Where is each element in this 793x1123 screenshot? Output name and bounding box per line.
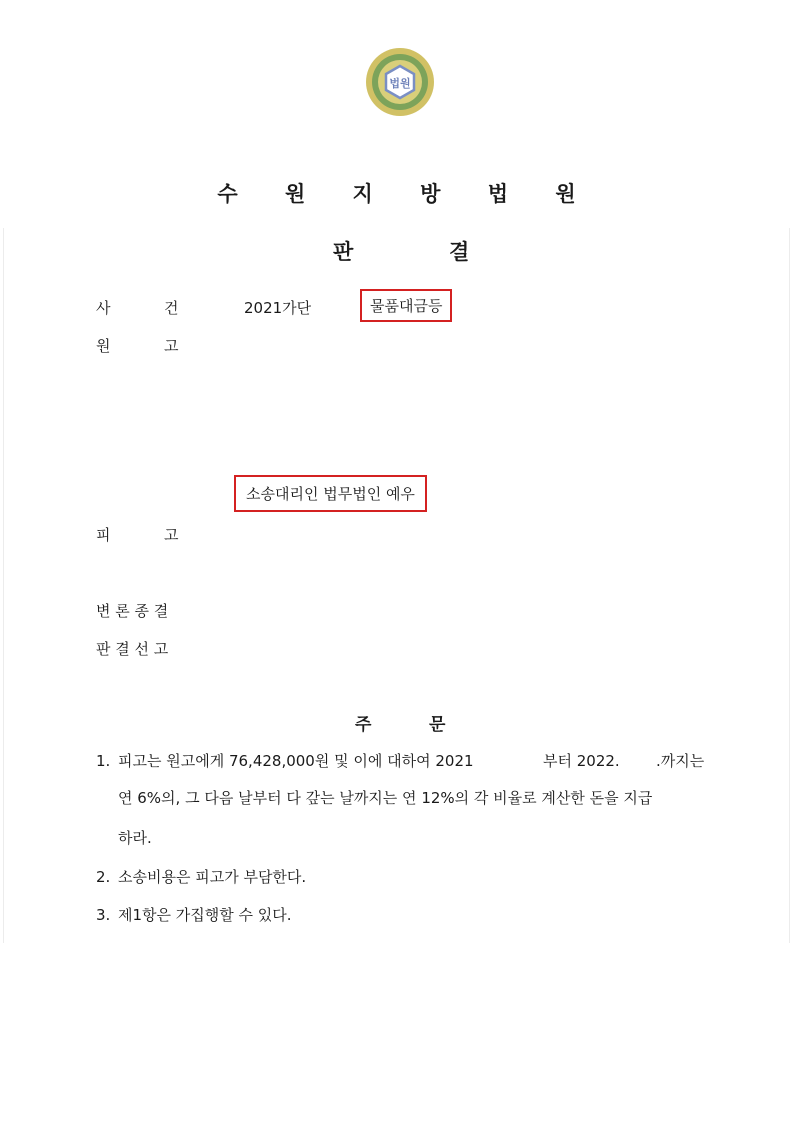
- order-item-3-number: 3.: [96, 906, 111, 924]
- counsel-highlight: 소송대리인 법무법인 예우: [234, 475, 427, 512]
- order-item-2-number: 2.: [96, 868, 111, 886]
- title-gyeol: 결: [449, 240, 470, 264]
- order-item-1-line-2: 연 6%의, 그 다음 날부터 다 갚는 날까지는 연 12%의 각 비율로 계산한 돈을 지급: [118, 789, 653, 807]
- defendant-label-a: 피: [96, 526, 111, 544]
- title-pan: 판: [333, 240, 354, 264]
- order-item-1-line-1a: 피고는 원고에게 76,428,000원 및 이에 대하여 2021: [118, 752, 474, 770]
- order-item-1-line-1b: 부터 2022.: [543, 752, 620, 770]
- order-heading-ju: 주: [355, 715, 372, 735]
- judgment-label: 판 결 선 고: [96, 640, 169, 658]
- order-heading-mun: 문: [429, 715, 446, 735]
- case-label-b: 건: [164, 299, 179, 317]
- emblem-text: 법원: [389, 77, 411, 90]
- order-item-1-number: 1.: [96, 752, 111, 770]
- order-item-1-line-1c: .까지는: [656, 752, 705, 770]
- plaintiff-label-a: 원: [96, 337, 111, 355]
- court-name: 수 원 지 방 법 원: [217, 182, 596, 206]
- case-label-a: 사: [96, 299, 111, 317]
- closing-label: 변 론 종 결: [96, 602, 169, 620]
- case-number: 2021가단: [244, 299, 312, 317]
- court-emblem-icon: [362, 44, 438, 120]
- order-item-3: 제1항은 가집행할 수 있다.: [118, 906, 292, 924]
- page-edge-left: [3, 228, 4, 943]
- page-edge-right: [789, 228, 790, 943]
- order-item-2: 소송비용은 피고가 부담한다.: [118, 868, 307, 886]
- plaintiff-label-b: 고: [164, 337, 179, 355]
- case-name-highlight: 물품대금등: [360, 289, 452, 322]
- defendant-label-b: 고: [164, 526, 179, 544]
- order-item-1-line-3: 하라.: [118, 829, 152, 847]
